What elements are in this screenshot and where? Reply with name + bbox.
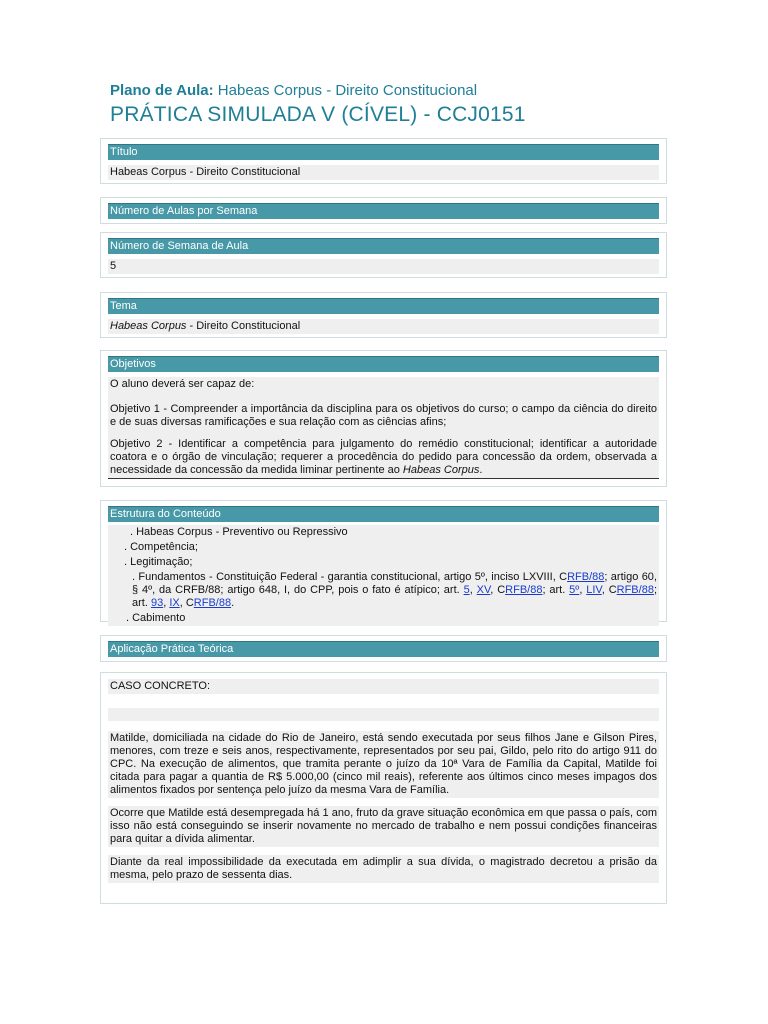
link-crfb-1[interactable]: RFB/88 [567,571,605,583]
sep: , [163,597,170,609]
caso-concreto-label: CASO CONCRETO: [108,679,659,694]
sep: , [579,584,587,596]
plan-title-text: Habeas Corpus - Direito Constitucional [217,82,478,99]
fundamentos-text-a: . Fundamentos - Constituição Federal - garantia constitucional, artigo 5º, inciso LXVIII, C [132,571,568,583]
section-header-estrutura: Estrutura do Conteúdo [108,506,659,522]
section-header-objetivos: Objetivos [108,356,659,372]
objetivo-2-text: Objetivo 2 - Identificar a competência para julgamento do remédio constitucional; identificar a autoridade coatora e o órgão de vinculação; requerer a procedência do pedido para concessão da ordem, observada a necessidade da concessão da medida liminar pertinente ao [110,438,657,476]
objetivo-2 [108,437,659,479]
fundamentos-text-d: ; art. [132,584,657,609]
section-header-semana-aula: Número de Semana de Aula [108,238,659,254]
gap [101,847,666,855]
section-header-aplicacao: Aplicação Prática Teórica [108,641,659,657]
row-spacer [108,430,659,437]
semana-aula-value: 5 [108,259,659,274]
caso-paragrafo-2: Ocorre que Matilde está desempregada há 1 ano, fruto da grave situação econômica em que passa o país, com isso não está conseguindo se inserir novamente no mercado de trabalho e nem possui condições financeiras para quitar a dívida alimentar. [110,807,657,845]
section-estrutura [100,500,667,622]
section-aplicacao-header-box [100,635,667,662]
sep: , [469,584,477,596]
sep: , C [601,584,617,596]
link-art-5[interactable]: 5 [463,584,470,596]
estrutura-line-2: . Competência; [108,540,659,555]
estrutura-fundamentos [108,570,659,611]
section-titulo [100,138,667,184]
titulo-value: Habeas Corpus - Direito Constitucional [108,165,659,180]
fundamentos-text-b: ; artigo 60, § 4º, da CRFB/88; artigo 648, I, do CPP, pois o fato é atípico; art. [132,571,657,596]
plan-title [110,82,526,100]
section-tema [100,292,667,338]
row-spacer [108,392,659,402]
objetivo-2-end: . [479,464,483,476]
sep: , C [179,597,194,609]
tema-rest: - Direito Constitucional [186,320,301,332]
link-crfb-2[interactable]: RFB/88 [505,584,543,596]
link-art-93[interactable]: 93 [150,597,164,609]
gap [101,798,666,806]
caso-paragrafo-1: Matilde, domiciliada na cidade do Rio de Janeiro, está sendo executada por seus filhos Jane e Gilson Pires, menores, com treze e seis anos, respectivamente, representados por seu pai, Gildo, pelo rito do artigo 911 do CPC. Na execução de alimentos, que tramita perante o juízo da 10ª Vara de Família da Capital, Matilde foi citada para pagar a quantia de R$ 5.000,00 (cinco mil reais), referente aos últimos cinco meses impagos dos alimentos fixados por sentença pelo juízo da mesma Vara de Família. [110,732,657,796]
link-xv[interactable]: XV [476,584,491,596]
sep: , C [490,584,506,596]
objetivo-2-italic: Habeas Corpus [402,464,480,476]
plan-label: Plano de Aula: [110,82,214,99]
tema-italic: Habeas Corpus [110,320,187,332]
gap [101,721,666,727]
section-aplicacao-content [100,672,667,904]
empty-row [108,708,659,721]
section-aulas-semana [100,197,667,224]
objetivos-intro: O aluno deverá ser capaz de: [108,377,659,392]
section-header-aulas-semana: Número de Aulas por Semana [108,203,659,219]
estrutura-line-3: . Legitimação; [108,555,659,570]
page-header [110,82,526,127]
section-header-titulo: Título [108,144,659,160]
link-crfb-3[interactable]: RFB/88 [616,584,654,596]
section-header-tema: Tema [108,298,659,314]
sep: . [231,597,235,609]
gap [101,694,666,700]
link-crfb-4[interactable]: RFB/88 [193,597,232,609]
link-art-5o[interactable]: 5º [569,584,580,596]
section-objetivos [100,350,667,487]
section-semana-aula [100,232,667,278]
tema-value [108,319,659,334]
course-title: PRÁTICA SIMULADA V (CÍVEL) - CCJ0151 [110,103,526,126]
fundamentos-text-c: ; art. [542,584,570,596]
link-liv[interactable]: LIV [586,584,602,596]
link-ix[interactable]: IX [169,597,180,609]
caso-paragrafo-3: Diante da real impossibilidade da executada em adimplir a sua dívida, o magistrado decretou a prisão da mesma, pelo prazo de sessenta dias. [110,856,657,881]
estrutura-line-1: . Habeas Corpus - Preventivo ou Repressivo [108,525,659,540]
estrutura-line-5: . Cabimento [108,611,659,626]
objetivo-1: Objetivo 1 - Compreender a importância da disciplina para os objetivos do curso; o campo da ciência do direito e de suas diversas ramificações e sua relação com as ciências afins; [110,403,657,428]
